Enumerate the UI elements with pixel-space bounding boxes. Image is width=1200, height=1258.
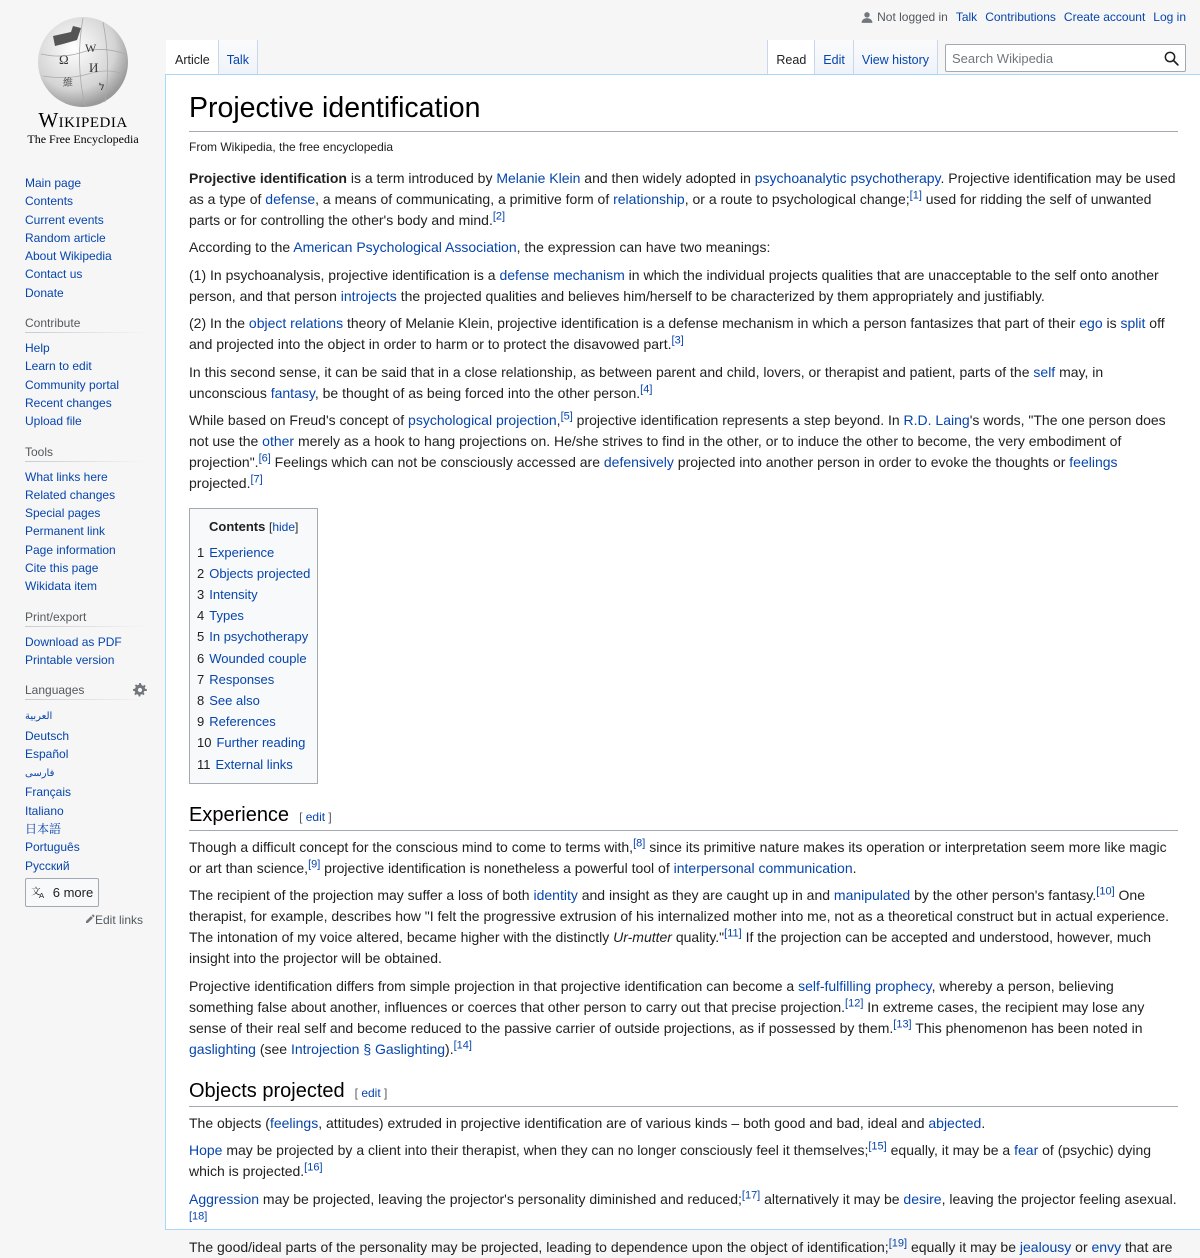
intro-paragraph-2: According to the American Psychological Association, the expression can have two meanings: <box>189 239 771 256</box>
not-logged-in: Not logged in <box>861 10 948 24</box>
svg-text:文: 文 <box>30 886 41 898</box>
sidebar-item-learn-to-edit[interactable]: Learn to edit <box>25 359 92 374</box>
objects-paragraph-1: The objects (feelings, attitudes) extruded in projective identification are of various kinds – both good and bad, ideal and abjected. <box>189 1114 986 1131</box>
link-interpersonal-communication[interactable]: interpersonal communication <box>673 859 853 876</box>
pencil-icon <box>85 914 95 924</box>
reference-2[interactable]: [2] <box>492 209 506 222</box>
toc-item[interactable]: 9 References <box>197 714 276 730</box>
toc-item[interactable]: 3 Intensity <box>197 587 258 603</box>
link-other[interactable]: other <box>262 433 295 450</box>
reference-5[interactable]: [5] <box>560 410 573 423</box>
experience-paragraph-2: The recipient of the projection may suffer a loss of both identity and insight as they are caught up in and manipulated by the other person's fantasy.[10] One therapist, for example, describes how "I felt the progressive extrusion of his internalized mother into me, not as a theoretical construct but in actual experience. The intonation of my voice altered, became higher with the distinctly Ur-mutter quality."[11] If the projection can be accepted and understood, however, much insight into the projector will be obtained. <box>189 885 1170 967</box>
reference-16[interactable]: [16] <box>304 1161 323 1174</box>
languages-heading: Languages <box>25 683 147 700</box>
translate-icon <box>31 885 47 899</box>
namespace-tabs <box>166 40 258 75</box>
sidebar-item-random-article[interactable]: Random article <box>25 230 106 245</box>
link-defensively[interactable]: defensively <box>603 454 674 471</box>
tab-talk[interactable]: Talk <box>219 40 258 75</box>
objects-paragraph-4: The good/ideal parts of the personality may be projected, leading to dependence upon the object of identification;[19] equally it may be jealousy or envy that are <box>189 1237 1173 1256</box>
sidebar-item-community-portal[interactable]: Community portal <box>25 377 120 392</box>
link-fear[interactable]: fear <box>1014 1142 1039 1159</box>
language-farsi[interactable]: فارسی <box>25 768 55 780</box>
tab-edit[interactable]: Edit <box>815 40 854 75</box>
sidebar-languages <box>25 683 147 927</box>
language-espanol[interactable]: Español <box>25 746 69 761</box>
tab-read[interactable]: Read <box>767 40 815 75</box>
reference-12[interactable]: [12] <box>845 997 864 1010</box>
intro-paragraph-5: In this second sense, it can be said that in a close relationship, as between parent and child, lovers, or therapist and patient, parts of the self may, in unconscious fantasy, be thought of as being forced into the other person.[4] <box>189 363 1104 401</box>
sidebar-navigation <box>25 174 147 302</box>
link-fantasy[interactable]: fantasy <box>270 384 315 401</box>
sidebar-tools <box>25 445 147 596</box>
reference-4[interactable]: [4] <box>640 382 653 395</box>
link-self[interactable]: self <box>1033 363 1056 380</box>
link-jealousy[interactable]: jealousy <box>1019 1239 1072 1256</box>
sidebar-item-about-wikipedia[interactable]: About Wikipedia <box>25 249 112 264</box>
intro-paragraph-6: While based on Freud's concept of psychological projection,[5] projective identification represents a step beyond. In R.D. Laing's words, "The one person does not use the other merely as a hook to hang projections on. He/she strives to find in the other, or to induce the other to become, the very embodiment of projection".[6] Feelings which can not be consciously accessed are defensively projected into another person in order to evoke the thoughts or feelings projected.[7] <box>189 410 1166 492</box>
sidebar-item-help[interactable]: Help <box>25 341 50 356</box>
sidebar-item-printable-version[interactable]: Printable version <box>25 652 115 667</box>
link-desire[interactable]: desire <box>903 1190 942 1207</box>
link-manipulated[interactable]: manipulated <box>833 887 911 904</box>
gear-icon[interactable] <box>133 683 147 697</box>
toc-item[interactable]: 6 Wounded couple <box>197 650 307 666</box>
tab-article[interactable]: Article <box>166 40 219 75</box>
sidebar-item-donate[interactable]: Donate <box>25 285 64 300</box>
table-of-contents <box>189 508 318 784</box>
tab-view-history[interactable]: View history <box>854 40 938 75</box>
link-gaslighting[interactable]: gaslighting <box>189 1040 256 1057</box>
language-francais[interactable]: Français <box>25 785 72 800</box>
log-in-link[interactable]: Log in <box>1153 10 1186 24</box>
edit-section-objects-projected[interactable]: edit <box>361 1085 381 1100</box>
link-self-fulfilling-prophecy[interactable]: self-fulfilling prophecy <box>798 977 932 994</box>
language-deutsch[interactable]: Deutsch <box>25 728 70 743</box>
sidebar-item-what-links-here[interactable]: What links here <box>25 469 108 484</box>
reference-15[interactable]: [15] <box>868 1140 887 1153</box>
section-heading-objects-projected: Objects projected [ edit ] <box>189 1078 1178 1107</box>
sidebar-item-wikidata-item[interactable]: Wikidata item <box>25 579 98 594</box>
wikipedia-tagline: The Free Encyclopedia <box>27 132 139 146</box>
link-feelings-2[interactable]: feelings <box>269 1114 319 1131</box>
link-ego[interactable]: ego <box>1079 315 1103 332</box>
link-identity[interactable]: identity <box>533 887 578 904</box>
contribute-heading: Contribute <box>25 316 147 333</box>
link-defense[interactable]: defense <box>265 190 316 207</box>
language-portugues[interactable]: Português <box>25 840 80 855</box>
search-input[interactable] <box>946 51 1157 66</box>
wikipedia-logo[interactable] <box>0 0 166 160</box>
sidebar-item-upload-file[interactable]: Upload file <box>25 414 82 429</box>
sidebar-item-recent-changes[interactable]: Recent changes <box>25 395 112 410</box>
reference-8[interactable]: [8] <box>633 837 646 850</box>
section-heading-experience: Experience [ edit ] <box>189 802 1178 831</box>
reference-13[interactable]: [13] <box>893 1018 912 1031</box>
toc-title: Contents [hide] <box>209 518 299 534</box>
svg-text:И: И <box>89 60 99 75</box>
svg-text:Ω: Ω <box>59 52 69 67</box>
experience-paragraph-3: Projective identification differs from simple projection in that projective identification can become a self-fulfilling prophecy, whereby a person, believing something false about another, influences or coerces that other person to carry out that precise projection.[12] In extreme cases, the recipient may lose any sense of their real self and become reduced to the passive carrier of outside projections, as if possessed by them.[13] This phenomenon has been noted in gaslighting (see Introjection § Gaslighting).[14] <box>189 977 1145 1057</box>
link-abjected[interactable]: abjected <box>928 1114 982 1131</box>
article-body <box>189 168 1178 1258</box>
site-sub: From Wikipedia, the free encyclopedia <box>189 139 394 154</box>
svg-text:A: A <box>38 891 44 900</box>
language-italiano[interactable]: Italiano <box>25 803 64 818</box>
reference-6[interactable]: [6] <box>258 452 271 465</box>
objects-paragraph-3: Aggression may be projected, leaving the projector's personality diminished and reduced;[17] alternatively it may be desire, leaving the projector feeling asexual.[18] <box>189 1189 1177 1223</box>
user-icon <box>861 11 873 24</box>
link-melanie-klein[interactable]: Melanie Klein <box>496 169 581 186</box>
more-languages-button[interactable]: 文 A 6 more <box>25 878 99 907</box>
sidebar-item-cite-this-page[interactable]: Cite this page <box>25 561 99 576</box>
link-introjects[interactable]: introjects <box>340 287 397 304</box>
svg-text:維: 維 <box>63 78 73 89</box>
reference-9[interactable]: [9] <box>308 858 321 871</box>
svg-text:W: W <box>85 41 97 55</box>
toc-item[interactable]: 10 Further reading <box>197 735 306 751</box>
toc-item[interactable]: 5 In psychotherapy <box>197 629 309 645</box>
edit-links[interactable]: Edit links <box>25 913 143 927</box>
intro-paragraph-4: (2) In the object relations theory of Melanie Klein, projective identification is a defense mechanism in which a person fantasizes that part of their ego is split off and projected into the object in order to harm or to protect the disavowed part.[3] <box>189 315 1165 353</box>
wikipedia-globe-icon <box>33 14 133 108</box>
link-aggression[interactable]: Aggression <box>189 1190 260 1207</box>
search-button[interactable] <box>1157 45 1185 71</box>
link-object-relations[interactable]: object relations <box>248 315 344 332</box>
link-defense-mechanism[interactable]: defense mechanism <box>499 266 625 283</box>
reference-17[interactable]: [17] <box>741 1189 761 1202</box>
personal-tools <box>861 10 1186 24</box>
sidebar-item-permanent-link[interactable]: Permanent link <box>25 524 106 539</box>
link-psychoanalytic-psychotherapy[interactable]: psychoanalytic psychotherapy <box>754 169 941 186</box>
link-hope[interactable]: Hope <box>189 1142 223 1159</box>
reference-3[interactable]: [3] <box>671 334 684 347</box>
sidebar-print-export <box>25 610 147 670</box>
experience-paragraph-1: Though a difficult concept for the conscious mind to come to terms with,[8] since its primitive nature makes its operation or interpretation seem more like magic or art than science,[9] projective identification is nonetheless a powerful tool of interpersonal communication. <box>189 837 1167 876</box>
sidebar-item-special-pages[interactable]: Special pages <box>25 506 101 521</box>
link-introjection-gaslighting[interactable]: Introjection § Gaslighting <box>290 1040 446 1057</box>
reference-11[interactable]: [11] <box>724 927 742 940</box>
intro-paragraph-3: (1) In psychoanalysis, projective identification is a defense mechanism in which the individual projects qualities that are unacceptable to the self onto another person, and that person introjects the projected qualities and believes him/herself to be characterized by them appropriately and justifiably. <box>189 266 1159 304</box>
reference-19[interactable]: [19] <box>888 1237 908 1250</box>
reference-14[interactable]: [14] <box>453 1039 472 1052</box>
reference-10[interactable]: [10] <box>1096 885 1115 898</box>
sidebar-item-main-page[interactable]: Main page <box>25 176 82 190</box>
language-russian[interactable]: Русский <box>25 858 70 873</box>
sidebar-item-contents[interactable]: Contents <box>25 194 74 209</box>
language-japanese[interactable]: 日本語 <box>25 822 62 837</box>
link-feelings[interactable]: feelings <box>1069 454 1118 471</box>
tools-heading: Tools <box>25 445 147 462</box>
create-account-link[interactable]: Create account <box>1063 10 1146 24</box>
talk-link[interactable]: Talk <box>955 10 978 24</box>
toc-item[interactable]: 1 Experience <box>197 544 275 560</box>
link-envy[interactable]: envy <box>1091 1239 1122 1256</box>
content-area <box>165 74 1200 1256</box>
sidebar-item-page-information[interactable]: Page information <box>25 542 116 557</box>
link-rd-laing[interactable]: R.D. Laing <box>903 412 970 429</box>
contributions-link[interactable]: Contributions <box>985 10 1056 24</box>
toc-item[interactable]: 11 External links <box>197 756 293 772</box>
view-tabs <box>767 40 938 75</box>
reference-1[interactable]: [1] <box>909 188 922 201</box>
wikipedia-wordmark: Wikipedia <box>38 108 128 132</box>
link-split[interactable]: split <box>1120 315 1146 332</box>
search-box <box>945 44 1186 72</box>
language-arabic[interactable]: العربية <box>25 711 53 723</box>
sidebar <box>0 160 166 941</box>
objects-paragraph-2: Hope may be projected by a client into their therapist, when they can no longer consciously feel it themselves;[15] equally, it may be a fear of (psychic) dying which is projected.[16] <box>189 1140 1152 1180</box>
toc-item[interactable]: 8 See also <box>197 693 260 709</box>
search-icon <box>1164 51 1179 66</box>
sidebar-item-related-changes[interactable]: Related changes <box>25 487 116 502</box>
toc-hide-toggle[interactable]: hide <box>272 519 296 534</box>
intro-paragraph-1: Projective identification is a term introduced by Melanie Klein and then widely adopted in psychoanalytic psychotherapy. Projective identification may be used as a type of defense, a means of communicating, a primitive form of relationship, or a route to psychological change;[1] used for ridding the self of unwanted parts or for controlling the other's body and mind.[2] <box>189 169 1176 228</box>
link-apa[interactable]: American Psychological Association <box>293 239 517 256</box>
reference-7[interactable]: [7] <box>250 473 263 486</box>
sidebar-item-current-events[interactable]: Current events <box>25 212 104 227</box>
reference-18[interactable]: [18] <box>189 1210 208 1223</box>
link-relationship[interactable]: relationship <box>613 190 685 207</box>
sidebar-item-download-pdf[interactable]: Download as PDF <box>25 634 122 649</box>
print-export-heading: Print/export <box>25 610 147 627</box>
page-title: Projective identification <box>189 91 1178 132</box>
sidebar-item-contact-us[interactable]: Contact us <box>25 267 83 282</box>
svg-text:ל: ל <box>99 82 105 93</box>
link-psychological-projection[interactable]: psychological projection <box>408 412 557 429</box>
toc-item[interactable]: 7 Responses <box>197 671 275 687</box>
sidebar-contribute <box>25 316 147 430</box>
edit-section-experience[interactable]: edit <box>305 809 326 824</box>
toc-item[interactable]: 4 Types <box>197 608 244 624</box>
toc-item[interactable]: 2 Objects projected <box>197 565 311 581</box>
